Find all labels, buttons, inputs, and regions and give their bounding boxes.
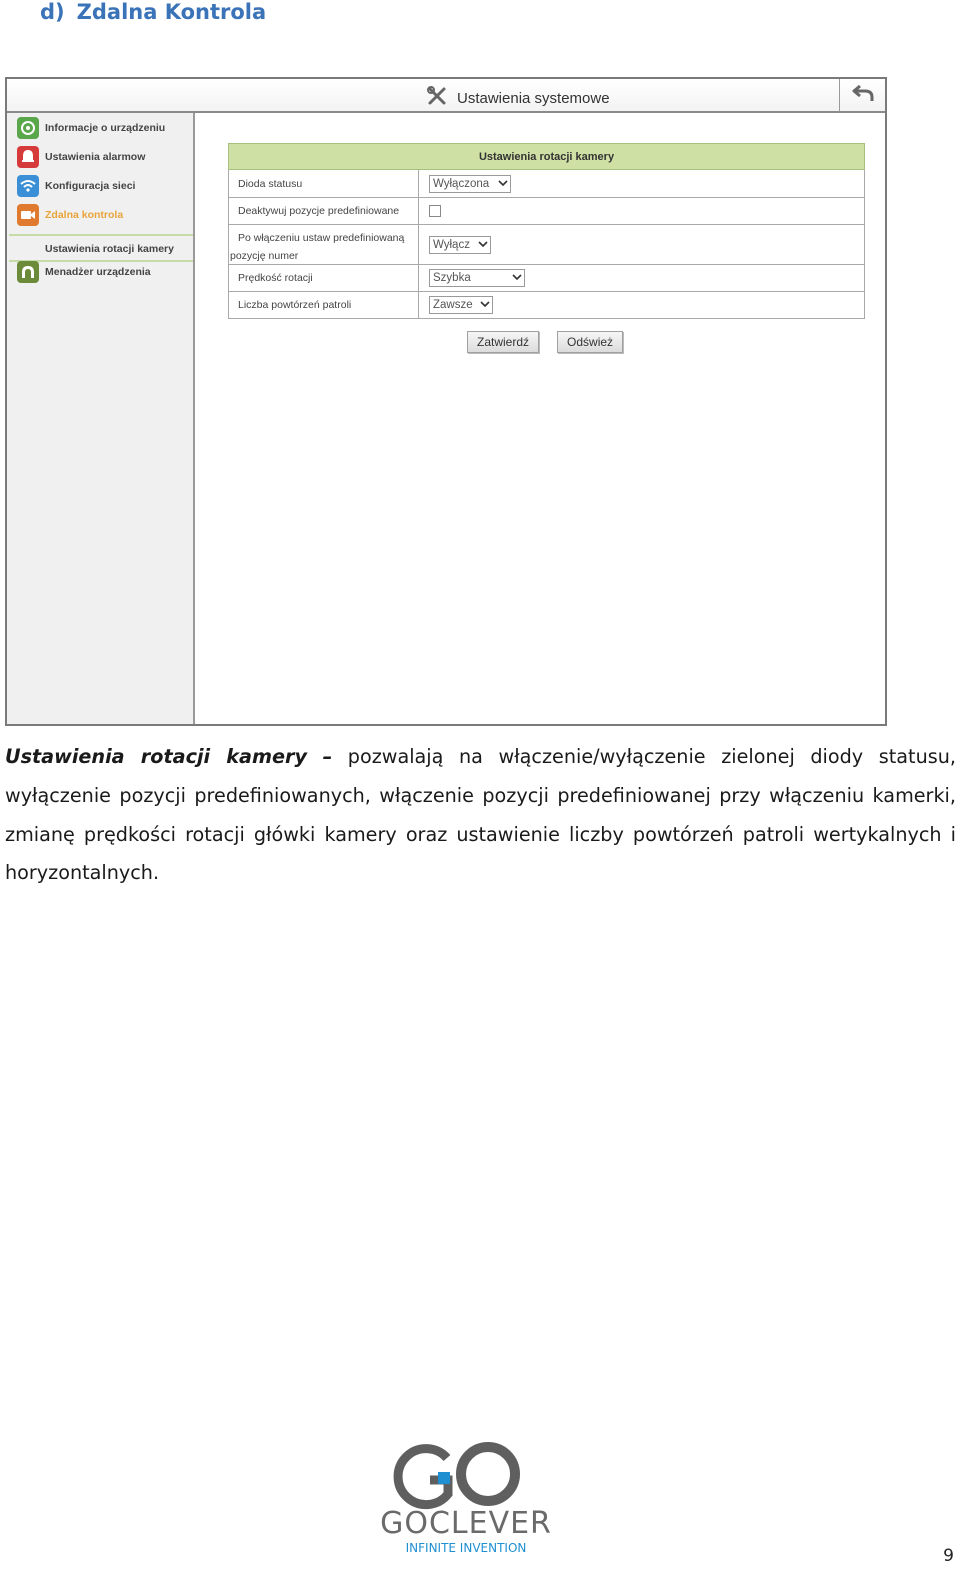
window-title [427,86,610,110]
section-heading [40,0,266,24]
panel-buttons [467,331,623,353]
sidebar-item-alarm-settings[interactable] [17,146,145,168]
row-label: Prędkość rotacji [229,265,419,291]
sidebar-item-label: Zdalna kontrola [45,209,124,221]
select-value: Zawsze [433,299,473,311]
sidebar-item-label: Menadżer urządzenia [45,266,151,278]
select-value: Wyłącz [433,238,470,251]
row-patrol-repeats [228,292,865,319]
select-value: Wyłączona [433,177,490,190]
rotation-settings-panel [228,143,865,319]
confirm-button[interactable]: Zatwierdź [467,331,539,353]
section-number: d) [40,0,65,24]
row-label [229,225,419,264]
panel-title: Ustawienia rotacji kamery [228,143,865,170]
back-button[interactable] [839,79,885,111]
sidebar-item-remote-control[interactable] [17,204,123,226]
info-icon [17,117,39,139]
patrol-repeats-select[interactable] [429,296,493,314]
refresh-button[interactable]: Odśwież [557,331,623,353]
goclever-logo [370,1436,562,1558]
rotation-speed-select[interactable] [429,269,525,287]
sidebar-item-label: Ustawienia alarmow [45,151,146,163]
row-label-line: pozycję numer [230,250,299,262]
chevron-down-icon [478,239,488,251]
chevron-down-icon [512,272,522,284]
select-value: Szybka [433,272,471,284]
back-arrow-icon [851,83,875,107]
section-title: Zdalna Kontrola [76,0,267,24]
sidebar-item-label: Informacje o urządzeniu [45,122,166,134]
device-icon [17,261,39,283]
description-dash: – [322,745,333,768]
window-title-text: Ustawienia systemowe [457,89,610,107]
settings-screenshot [5,77,887,726]
row-status-led [228,170,865,198]
row-label: Liczba powtórzeń patroli [229,292,419,318]
row-rotation-speed [228,265,865,292]
sidebar-item-network[interactable] [17,175,135,197]
description-term: Ustawienia rotacji kamery [5,745,307,768]
deactivate-presets-checkbox[interactable] [429,205,441,217]
wifi-icon [17,175,39,197]
status-led-select[interactable] [429,175,511,193]
window-titlebar [7,79,885,113]
logo-mark [370,1436,562,1554]
sidebar-item-device-info[interactable] [17,117,165,139]
tools-icon [427,86,447,110]
chevron-down-icon [498,178,508,190]
startup-preset-select[interactable] [429,236,491,254]
page-number: 9 [943,1546,954,1566]
logo-brand: GOCLEVER [380,1506,552,1541]
sidebar [7,113,195,724]
sidebar-subitem-camera-rotation[interactable]: Ustawienia rotacji kamery [9,234,193,262]
description-paragraph [5,738,956,893]
row-startup-preset [228,225,865,265]
row-label-line: Po włączeniu ustaw predefiniowaną [238,232,405,244]
description-text: pozwalają na włączenie/wyłączenie zielonej diody statusu, wyłączenie pozycji predefiniowanych, włączenie pozycji predefiniowanej przy włączeniu kamerki, zmianę prędkości rotacji główki kamery oraz ustawienie liczby powtórzeń patroli wertykalnych i horyzontalnych. [5,745,956,885]
sidebar-item-label: Konfiguracja sieci [45,180,136,192]
row-label: Dioda statusu [229,170,419,197]
camera-icon [17,204,39,226]
row-label: Deaktywuj pozycje predefiniowane [229,198,419,224]
chevron-down-icon [480,299,490,311]
logo-tagline: INFINITE INVENTION [405,1541,527,1554]
sidebar-item-device-manager[interactable] [17,261,151,283]
row-deactivate-presets [228,198,865,225]
bell-icon [17,146,39,168]
